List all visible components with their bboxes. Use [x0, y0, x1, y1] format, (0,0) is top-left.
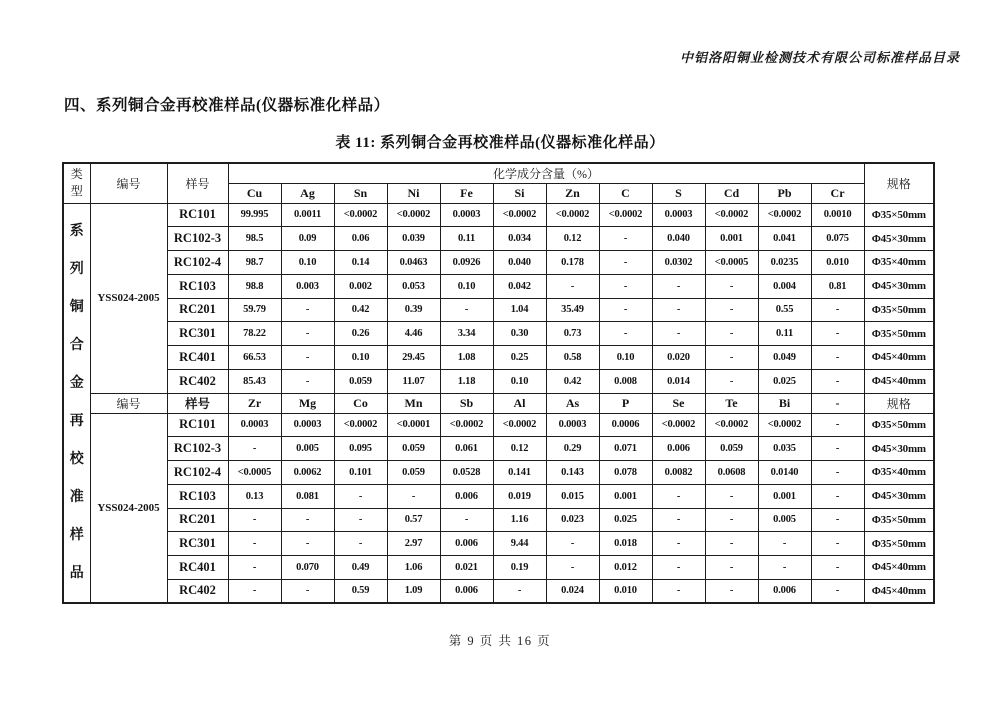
composition-value: <0.0002: [493, 413, 546, 437]
composition-value: -: [546, 532, 599, 556]
composition-value: -: [705, 484, 758, 508]
composition-value: -: [705, 274, 758, 298]
composition-value: 0.006: [440, 579, 493, 603]
composition-value: 0.061: [440, 437, 493, 461]
composition-value: 0.73: [546, 322, 599, 346]
composition-value: -: [599, 298, 652, 322]
composition-value: 0.019: [493, 484, 546, 508]
composition-value: 0.0010: [811, 203, 864, 227]
composition-value: -: [705, 322, 758, 346]
composition-value: 0.143: [546, 461, 599, 485]
sample-id: RC102-3: [167, 227, 228, 251]
composition-value: 0.020: [652, 346, 705, 370]
element-column-header: Sn: [334, 183, 387, 203]
composition-value: 0.0003: [281, 413, 334, 437]
element-column-header: As: [546, 393, 599, 413]
series-number: YSS024-2005: [90, 413, 167, 603]
section-heading: 四、系列铜合金再校准样品(仪器标准化样品）: [64, 97, 390, 114]
table-row: [63, 251, 934, 275]
composition-value: <0.0001: [387, 413, 440, 437]
composition-value: -: [758, 556, 811, 580]
composition-value: -: [599, 227, 652, 251]
element-column-header: Fe: [440, 183, 493, 203]
sample-id: RC102-3: [167, 437, 228, 461]
composition-value: 0.075: [811, 227, 864, 251]
composition-value: -: [705, 532, 758, 556]
composition-value: -: [705, 508, 758, 532]
table-row: [63, 532, 934, 556]
table-row: [63, 437, 934, 461]
composition-value: 0.57: [387, 508, 440, 532]
composition-value: 0.059: [387, 461, 440, 485]
composition-value: -: [334, 532, 387, 556]
composition-value: 99.995: [228, 203, 281, 227]
composition-value: 1.18: [440, 369, 493, 393]
composition-value: 1.04: [493, 298, 546, 322]
element-column-header: -: [811, 393, 864, 413]
composition-value: -: [281, 579, 334, 603]
composition-value: -: [811, 413, 864, 437]
sample-id: RC103: [167, 274, 228, 298]
element-column-header: Mn: [387, 393, 440, 413]
spec-value: Φ45×40mm: [864, 556, 934, 580]
composition-value: <0.0005: [228, 461, 281, 485]
sample-id: RC201: [167, 298, 228, 322]
table-row: [63, 322, 934, 346]
composition-value: 78.22: [228, 322, 281, 346]
composition-value: 0.0608: [705, 461, 758, 485]
composition-value: 0.095: [334, 437, 387, 461]
composition-value: 0.26: [334, 322, 387, 346]
composition-value: -: [811, 369, 864, 393]
composition-value: -: [387, 484, 440, 508]
element-column-header: Si: [493, 183, 546, 203]
composition-value: -: [599, 322, 652, 346]
composition-value: 0.10: [334, 346, 387, 370]
page-number-footer: 第 9 页 共 16 页: [448, 634, 552, 648]
composition-value: 0.006: [652, 437, 705, 461]
composition-value: 0.005: [281, 437, 334, 461]
composition-value: 0.0082: [652, 461, 705, 485]
composition-value: <0.0002: [387, 203, 440, 227]
composition-value: 0.010: [811, 251, 864, 275]
element-column-header: Sb: [440, 393, 493, 413]
table-row: [63, 508, 934, 532]
composition-value: 0.025: [599, 508, 652, 532]
composition-value: -: [811, 484, 864, 508]
composition-value: 0.023: [546, 508, 599, 532]
composition-value: 0.141: [493, 461, 546, 485]
table-row: [63, 203, 934, 227]
table-row: [63, 227, 934, 251]
composition-value: 0.001: [758, 484, 811, 508]
composition-value: -: [228, 437, 281, 461]
element-column-header: Co: [334, 393, 387, 413]
composition-value: -: [705, 298, 758, 322]
mid-number-header: 编号: [90, 393, 167, 413]
composition-value: -: [281, 346, 334, 370]
element-column-header: Mg: [281, 393, 334, 413]
sample-id: RC301: [167, 322, 228, 346]
composition-value: -: [652, 556, 705, 580]
composition-value: 0.13: [228, 484, 281, 508]
composition-value: -: [228, 508, 281, 532]
composition-value: -: [705, 369, 758, 393]
composition-value: -: [705, 346, 758, 370]
composition-value: 0.001: [705, 227, 758, 251]
element-column-header: Ni: [387, 183, 440, 203]
composition-value: 29.45: [387, 346, 440, 370]
sample-id: RC401: [167, 346, 228, 370]
composition-value: -: [811, 556, 864, 580]
composition-value: 0.002: [334, 274, 387, 298]
composition-value: <0.0002: [440, 413, 493, 437]
composition-value: <0.0005: [705, 251, 758, 275]
element-column-header: Cr: [811, 183, 864, 203]
composition-value: 0.0011: [281, 203, 334, 227]
composition-value: <0.0002: [705, 203, 758, 227]
composition-value: 59.79: [228, 298, 281, 322]
composition-value: 0.11: [440, 227, 493, 251]
composition-value: 0.021: [440, 556, 493, 580]
composition-value: -: [599, 274, 652, 298]
composition-value: 2.97: [387, 532, 440, 556]
composition-value: 0.42: [546, 369, 599, 393]
composition-value: 0.059: [387, 437, 440, 461]
composition-value: -: [811, 437, 864, 461]
composition-value: -: [811, 461, 864, 485]
composition-value: 0.06: [334, 227, 387, 251]
composition-value: 0.10: [493, 369, 546, 393]
composition-value: 0.034: [493, 227, 546, 251]
composition-value: 0.101: [334, 461, 387, 485]
element-column-header: S: [652, 183, 705, 203]
composition-value: 0.008: [599, 369, 652, 393]
spec-value: Φ45×40mm: [864, 579, 934, 603]
composition-value: 0.070: [281, 556, 334, 580]
composition-value: <0.0002: [758, 413, 811, 437]
composition-value: -: [705, 556, 758, 580]
composition-value: 0.0140: [758, 461, 811, 485]
composition-value: -: [811, 298, 864, 322]
element-column-header: Cd: [705, 183, 758, 203]
spec-value: Φ35×50mm: [864, 532, 934, 556]
composition-value: -: [281, 298, 334, 322]
element-column-header: Cu: [228, 183, 281, 203]
sample-id: RC301: [167, 532, 228, 556]
composition-value: 0.09: [281, 227, 334, 251]
composition-value: -: [811, 322, 864, 346]
composition-value: 1.06: [387, 556, 440, 580]
composition-value: 0.004: [758, 274, 811, 298]
mid-spec-header: 规格: [864, 393, 934, 413]
spec-value: Φ35×40mm: [864, 251, 934, 275]
composition-value: 0.25: [493, 346, 546, 370]
composition-value: 11.07: [387, 369, 440, 393]
element-column-header: Ag: [281, 183, 334, 203]
sample-column-header: 样号: [167, 163, 228, 203]
composition-value: 0.081: [281, 484, 334, 508]
composition-value: -: [281, 532, 334, 556]
composition-value: 0.30: [493, 322, 546, 346]
composition-value: 0.0003: [546, 413, 599, 437]
spec-value: Φ35×50mm: [864, 508, 934, 532]
composition-value: 0.003: [281, 274, 334, 298]
table-row: [63, 413, 934, 437]
composition-value: 0.059: [705, 437, 758, 461]
composition-value: 1.09: [387, 579, 440, 603]
composition-value: 4.46: [387, 322, 440, 346]
composition-value: -: [440, 298, 493, 322]
composition-value: 0.59: [334, 579, 387, 603]
composition-value: 0.39: [387, 298, 440, 322]
composition-value: 0.006: [758, 579, 811, 603]
spec-value: Φ35×50mm: [864, 203, 934, 227]
composition-value: <0.0002: [546, 203, 599, 227]
spec-value: Φ35×50mm: [864, 413, 934, 437]
sample-id: RC101: [167, 203, 228, 227]
composition-value: 0.010: [599, 579, 652, 603]
composition-value: 0.024: [546, 579, 599, 603]
composition-value: 0.040: [652, 227, 705, 251]
spec-value: Φ45×40mm: [864, 369, 934, 393]
composition-value: 0.049: [758, 346, 811, 370]
sample-id: RC103: [167, 484, 228, 508]
composition-value: 0.58: [546, 346, 599, 370]
sample-id: RC402: [167, 579, 228, 603]
element-column-header: Zn: [546, 183, 599, 203]
composition-value: -: [652, 508, 705, 532]
sample-table-body: [63, 163, 934, 603]
composition-value: -: [758, 532, 811, 556]
table-title: 表 11: 系列铜合金再校准样品(仪器标准化样品）: [335, 135, 665, 151]
composition-value: -: [228, 532, 281, 556]
composition-value: -: [440, 508, 493, 532]
table-row: [63, 369, 934, 393]
sample-id: RC402: [167, 369, 228, 393]
composition-value: 0.001: [599, 484, 652, 508]
composition-value: 0.006: [440, 484, 493, 508]
composition-header: 化学成分含量（%）: [228, 163, 864, 183]
table-row: [63, 346, 934, 370]
element-column-header: Al: [493, 393, 546, 413]
composition-value: -: [281, 322, 334, 346]
composition-value: 0.19: [493, 556, 546, 580]
composition-value: 0.0062: [281, 461, 334, 485]
composition-value: -: [493, 579, 546, 603]
composition-value: 9.44: [493, 532, 546, 556]
composition-value: <0.0002: [705, 413, 758, 437]
sample-id: RC201: [167, 508, 228, 532]
composition-value: 0.078: [599, 461, 652, 485]
composition-value: <0.0002: [493, 203, 546, 227]
table-row: [63, 461, 934, 485]
table-row: [63, 298, 934, 322]
composition-value: -: [811, 532, 864, 556]
table-row: [63, 274, 934, 298]
spec-value: Φ35×40mm: [864, 461, 934, 485]
composition-value: 0.018: [599, 532, 652, 556]
composition-value: 0.040: [493, 251, 546, 275]
composition-value: 0.0003: [652, 203, 705, 227]
sample-id: RC102-4: [167, 461, 228, 485]
sample-id: RC101: [167, 413, 228, 437]
composition-value: 0.29: [546, 437, 599, 461]
composition-value: -: [228, 556, 281, 580]
element-column-header: Zr: [228, 393, 281, 413]
composition-value: 0.059: [334, 369, 387, 393]
composition-value: 35.49: [546, 298, 599, 322]
composition-value: 0.49: [334, 556, 387, 580]
mid-sample-header: 样号: [167, 393, 228, 413]
composition-value: 0.14: [334, 251, 387, 275]
type-column-header: 类型: [63, 163, 90, 203]
composition-value: <0.0002: [334, 203, 387, 227]
composition-value: 98.8: [228, 274, 281, 298]
composition-value: -: [281, 508, 334, 532]
composition-value: -: [652, 274, 705, 298]
composition-value: -: [652, 484, 705, 508]
composition-value: 0.0926: [440, 251, 493, 275]
composition-value: -: [281, 369, 334, 393]
composition-value: -: [546, 556, 599, 580]
composition-value: 0.015: [546, 484, 599, 508]
composition-value: 0.039: [387, 227, 440, 251]
series-type-label: 系列铜合金再校准样品: [63, 203, 90, 603]
series-number: YSS024-2005: [90, 203, 167, 393]
table-row: [63, 163, 934, 183]
composition-value: 0.071: [599, 437, 652, 461]
composition-value: 1.16: [493, 508, 546, 532]
composition-value: 0.014: [652, 369, 705, 393]
table-row: [63, 393, 934, 413]
composition-value: 85.43: [228, 369, 281, 393]
composition-value: -: [705, 579, 758, 603]
composition-value: -: [334, 508, 387, 532]
composition-value: <0.0002: [334, 413, 387, 437]
spec-value: Φ45×30mm: [864, 274, 934, 298]
table-row: [63, 484, 934, 508]
composition-value: -: [811, 508, 864, 532]
composition-value: -: [811, 579, 864, 603]
composition-value: -: [599, 251, 652, 275]
composition-value: 0.0235: [758, 251, 811, 275]
composition-value: 0.178: [546, 251, 599, 275]
spec-value: Φ35×50mm: [864, 322, 934, 346]
spec-value: Φ35×50mm: [864, 298, 934, 322]
composition-value: 0.0463: [387, 251, 440, 275]
composition-value: -: [811, 346, 864, 370]
company-catalog-header: 中铝洛阳铜业检测技术有限公司标准样品目录: [679, 50, 960, 65]
composition-value: 3.34: [440, 322, 493, 346]
composition-value: -: [652, 532, 705, 556]
composition-value: 1.08: [440, 346, 493, 370]
composition-value: 0.005: [758, 508, 811, 532]
composition-value: 0.0003: [228, 413, 281, 437]
composition-value: -: [652, 579, 705, 603]
composition-value: 0.042: [493, 274, 546, 298]
composition-value: 0.55: [758, 298, 811, 322]
spec-value: Φ45×30mm: [864, 227, 934, 251]
composition-value: 0.025: [758, 369, 811, 393]
composition-value: <0.0002: [758, 203, 811, 227]
composition-value: 0.0003: [440, 203, 493, 227]
element-column-header: Bi: [758, 393, 811, 413]
composition-value: <0.0002: [652, 413, 705, 437]
composition-value: 0.006: [440, 532, 493, 556]
composition-value: 0.041: [758, 227, 811, 251]
number-column-header: 编号: [90, 163, 167, 203]
composition-value: 0.10: [440, 274, 493, 298]
composition-value: -: [334, 484, 387, 508]
composition-value: 0.10: [281, 251, 334, 275]
composition-value: 98.7: [228, 251, 281, 275]
composition-value: 0.012: [599, 556, 652, 580]
composition-value: -: [652, 298, 705, 322]
sample-id: RC401: [167, 556, 228, 580]
composition-value: 0.12: [493, 437, 546, 461]
composition-value: 66.53: [228, 346, 281, 370]
spec-column-header: 规格: [864, 163, 934, 203]
composition-value: 0.81: [811, 274, 864, 298]
composition-value: <0.0002: [599, 203, 652, 227]
composition-value: 98.5: [228, 227, 281, 251]
table-row: [63, 579, 934, 603]
table-row: [63, 556, 934, 580]
composition-value: 0.0528: [440, 461, 493, 485]
element-column-header: Pb: [758, 183, 811, 203]
composition-value: 0.0006: [599, 413, 652, 437]
sample-id: RC102-4: [167, 251, 228, 275]
spec-value: Φ45×30mm: [864, 484, 934, 508]
composition-value: 0.12: [546, 227, 599, 251]
composition-value: 0.053: [387, 274, 440, 298]
spec-value: Φ45×40mm: [864, 346, 934, 370]
spec-value: Φ45×30mm: [864, 437, 934, 461]
composition-value: -: [228, 579, 281, 603]
element-column-header: Se: [652, 393, 705, 413]
element-column-header: C: [599, 183, 652, 203]
composition-value: -: [652, 322, 705, 346]
composition-value: 0.035: [758, 437, 811, 461]
element-column-header: P: [599, 393, 652, 413]
element-column-header: Te: [705, 393, 758, 413]
composition-value: -: [546, 274, 599, 298]
composition-value: 0.42: [334, 298, 387, 322]
composition-value: 0.10: [599, 346, 652, 370]
sample-table: [62, 162, 935, 604]
composition-value: 0.11: [758, 322, 811, 346]
composition-value: 0.0302: [652, 251, 705, 275]
